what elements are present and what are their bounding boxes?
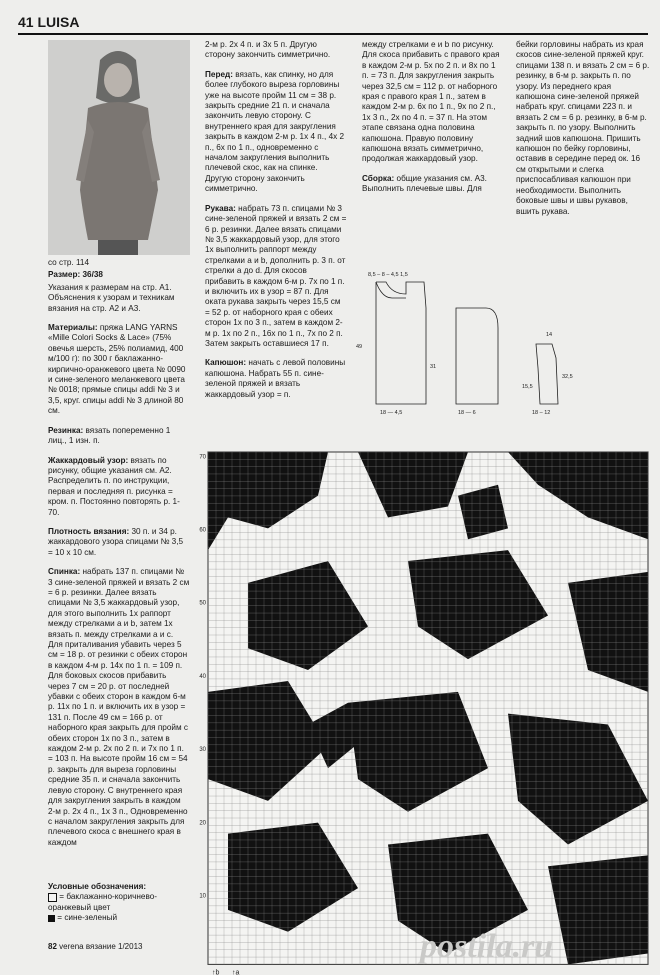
front-text: вязать, как спинку, но для более глубокого выреза горловины уже на высоте пройм 11 см = 38 р. закрыть средние 21 п. и сначала закончить левую сторону. С внутреннего края для закругления закрыть в каждом 2-м р. 1х 4 п., 4х 2 п., 6х по 1 п., одновременно с началом закругления выполнить плечевой скос, как на спинке. Другую сторону закончить симметрично. (205, 69, 345, 194)
column-2 (205, 40, 347, 409)
column-1 (48, 258, 190, 857)
legend-light (48, 892, 198, 913)
y-tick-30: 30 (199, 747, 206, 754)
model-photo (48, 40, 190, 255)
rib-text: вязать попеременно 1 лиц., 1 изн. п. (48, 425, 171, 446)
back-text: набрать 137 п. спицами № 3 сине-зеленой пряжей и вязать 2 см = 6 р. резинки. Далее вязать спицами № 3,5 жаккардовый узор, для этого выполнить 1х раппорт между стрелками a и b, затем 1х вязать п. между стрелками а и с. Для приталивания убавить через 5 см = 18 р. от резинки с обеих сторон в каждом 4-м р. 14х по 1 п. = 109 п. Для боковых скосов прибавить через 7 см = 20 р. от последней убавки с обеих сторон в каждом 6-м р. 11х по 1 п. и включить их в узор = 131 п. После 49 см = 166 р. от наборного края закрыть для пройм с обеих сторон 1х по 3 п., затем в каждом 2-м р. 2х по 2 п. и 7х по 1 п. = 103 п. На высоте пройм 16 см = 54 р. закрыть для выреза горловины средние 35 п. и сначала закончить левую сторону. С внутреннего края для закругления закрыть в каждом 2-м р. 2х 4 п., 1х 3 п., Одновременно с началом закругления закрыть для плечевого скоса с внешнего края в каждом (48, 567, 190, 847)
rib-label: Резинка: (48, 425, 84, 435)
model-silhouette (48, 40, 190, 255)
page-number: 82 (48, 942, 57, 951)
sleeve-bottom-label: 18 – 12 (532, 410, 551, 416)
body-bottom-label: 18 — 4,5 (380, 410, 403, 416)
column-3 (362, 40, 502, 204)
sleeve-cap-label: 15,5 (522, 384, 533, 390)
materials-label: Материалы: (48, 323, 98, 333)
header-rule (18, 33, 648, 35)
arrow-label-b: ↑b (212, 969, 220, 975)
col2-intro: 2-м р. 2х 4 п. и 3х 5 п. Другую сторону закончить симметрично. (205, 40, 331, 60)
y-tick-50: 50 (199, 600, 206, 607)
front-size-label: 18 — 6 (458, 410, 476, 416)
schematic-diagrams (346, 268, 596, 418)
size-heading: Размер: 36/38 (48, 270, 103, 280)
footer (48, 942, 142, 951)
density-label: Плотность вязания: (48, 526, 130, 536)
hood-text: начать с левой половины капюшона. Набрать 55 п. сине-зеленой пряжей и вязать жаккардовый узор = п. (205, 358, 346, 399)
legend-dark-label: = сине-зеленый (57, 913, 118, 923)
front-label: Перед: (205, 69, 233, 79)
front-diagram (456, 308, 498, 404)
materials-text: пряжа LANG YARNS «Mille Colori Socks & Lace» (75% овечья шерсть, 25% полиамид, 400 м/100 г): по 300 г баклажанно-кирпично-оранжевого цвета № 0090 и сине-зеленого меланжевого цвета № 0018; прямые спицы addi № 3 и 3,5, круг. спицы addi № 3 длиной 80 см. (48, 323, 186, 416)
sleeve-text: набрать 73 п. спицами № 3 сине-зеленой пряжей и вязать 2 см = 6 р. резинки. Далее вязать спицами № 3,5 жаккардовый узор, для этого 1х выполнить раппорт между стрелками a и b, дополнить р. 3 п. от стрелки a до d. Для скосов прибавить в каждом 6-м р. 7х по 1 п. и включить их в узор = 87 п. Для оката рукава закрыть через 15,5 см = 52 р. от наборного края с обеих сторон 1х по 3 п., затем в каждом 2-м р. 1х по 2 п., 16х по 1 п., 7х по 2 п. Затем закрыть оставшиеся 17 п. (205, 203, 347, 348)
assembly-text: общие указания см. А3. Выполнить плечевые швы. Для (362, 173, 487, 194)
watermark: postila.ru (420, 928, 554, 965)
body-diagram (376, 282, 426, 404)
column-4 (516, 40, 652, 226)
body-side-label: 31 (430, 364, 437, 370)
y-tick-60: 60 (199, 527, 206, 534)
y-tick-40: 40 (199, 673, 206, 680)
col3-text: между стрелками e и b по рисунку. Для скоса прибавить с правого края в каждом 2-м р. 5х по 2 п. и 8х по 1 п. = 73 п. Для закругления закрыть через 32,5 см = 112 р. от наборного края с правого края 1 п., затем в каждом 2-м р. 6х по 1 п., 9х по 2 п., 1х 3 п., 2х по 4 п. = 37 п. На этом этапе связана одна половина капюшона. Правую половину капюшона вязать симметрично, продолжая жаккардовый узор. (362, 40, 500, 164)
sleeve-label: Рукава: (205, 203, 236, 213)
hood-label: Капюшон: (205, 358, 247, 368)
jacquard-text: вязать по рисунку, общие указания см. А2. Распределить п. по инструкции, первая и последняя п. рисунка = кром. п. Постоянно повторять р. 1-70. (48, 455, 180, 517)
page-code: 41 LUISA (18, 14, 80, 30)
y-tick-20: 20 (199, 820, 206, 827)
photo-caption: со стр. 114 (48, 258, 90, 267)
assembly-label: Сборка: (362, 173, 395, 183)
arrow-label-a: ↑a (232, 969, 240, 975)
y-tick-10: 10 (199, 893, 206, 900)
hood-top-label: 14 (546, 332, 553, 338)
magazine-name: verena вязание 1/2013 (59, 942, 143, 951)
body-height-label: 49 (356, 344, 363, 350)
size-text: Указания к размерам на стр. А1. Объяснения к узорам и техникам вязания на стр. А2 и А3. (48, 282, 175, 313)
legend (48, 882, 198, 924)
legend-dark (48, 913, 198, 923)
body-top-labels: 8,5 – 8 – 4,5 1,5 (368, 272, 408, 278)
legend-light-label: = баклажанно-коричнево-оранжевый цвет (48, 892, 157, 912)
hood-sleeve-diagram (536, 344, 558, 404)
back-label: Спинка: (48, 567, 81, 577)
hood-side-label: 32,5 (562, 374, 573, 380)
density-text: 30 п. и 34 р. жаккардового узора спицами № 3,5 = 10 x 10 см. (48, 526, 184, 557)
jacquard-label: Жаккардовый узор: (48, 455, 129, 465)
legend-title: Условные обозначения: (48, 882, 147, 891)
col4-text: бейки горловины набрать из края скосов сине-зеленой пряжей круг. спицами 138 п. и вязать 2 см = 6 р. резинку, в 6-м р. закрыть п. по узору. Из переднего края капюшона сине-зеленой пряжей набрать круг. спицами 223 п. и вязать 2 см = 6 р. резинку, в 6-м р. закрыть п. по узору. Выполнить задний шов капюшона. Пришить капюшон по бейку горловины, оставив в середине перед ок. 16 см открытыми и слегка приспосабливая капюшон при необходимости. Выполнить боковые швы и швы рукавов, вшить рукава. (516, 40, 650, 216)
y-tick-70: 70 (199, 454, 206, 461)
